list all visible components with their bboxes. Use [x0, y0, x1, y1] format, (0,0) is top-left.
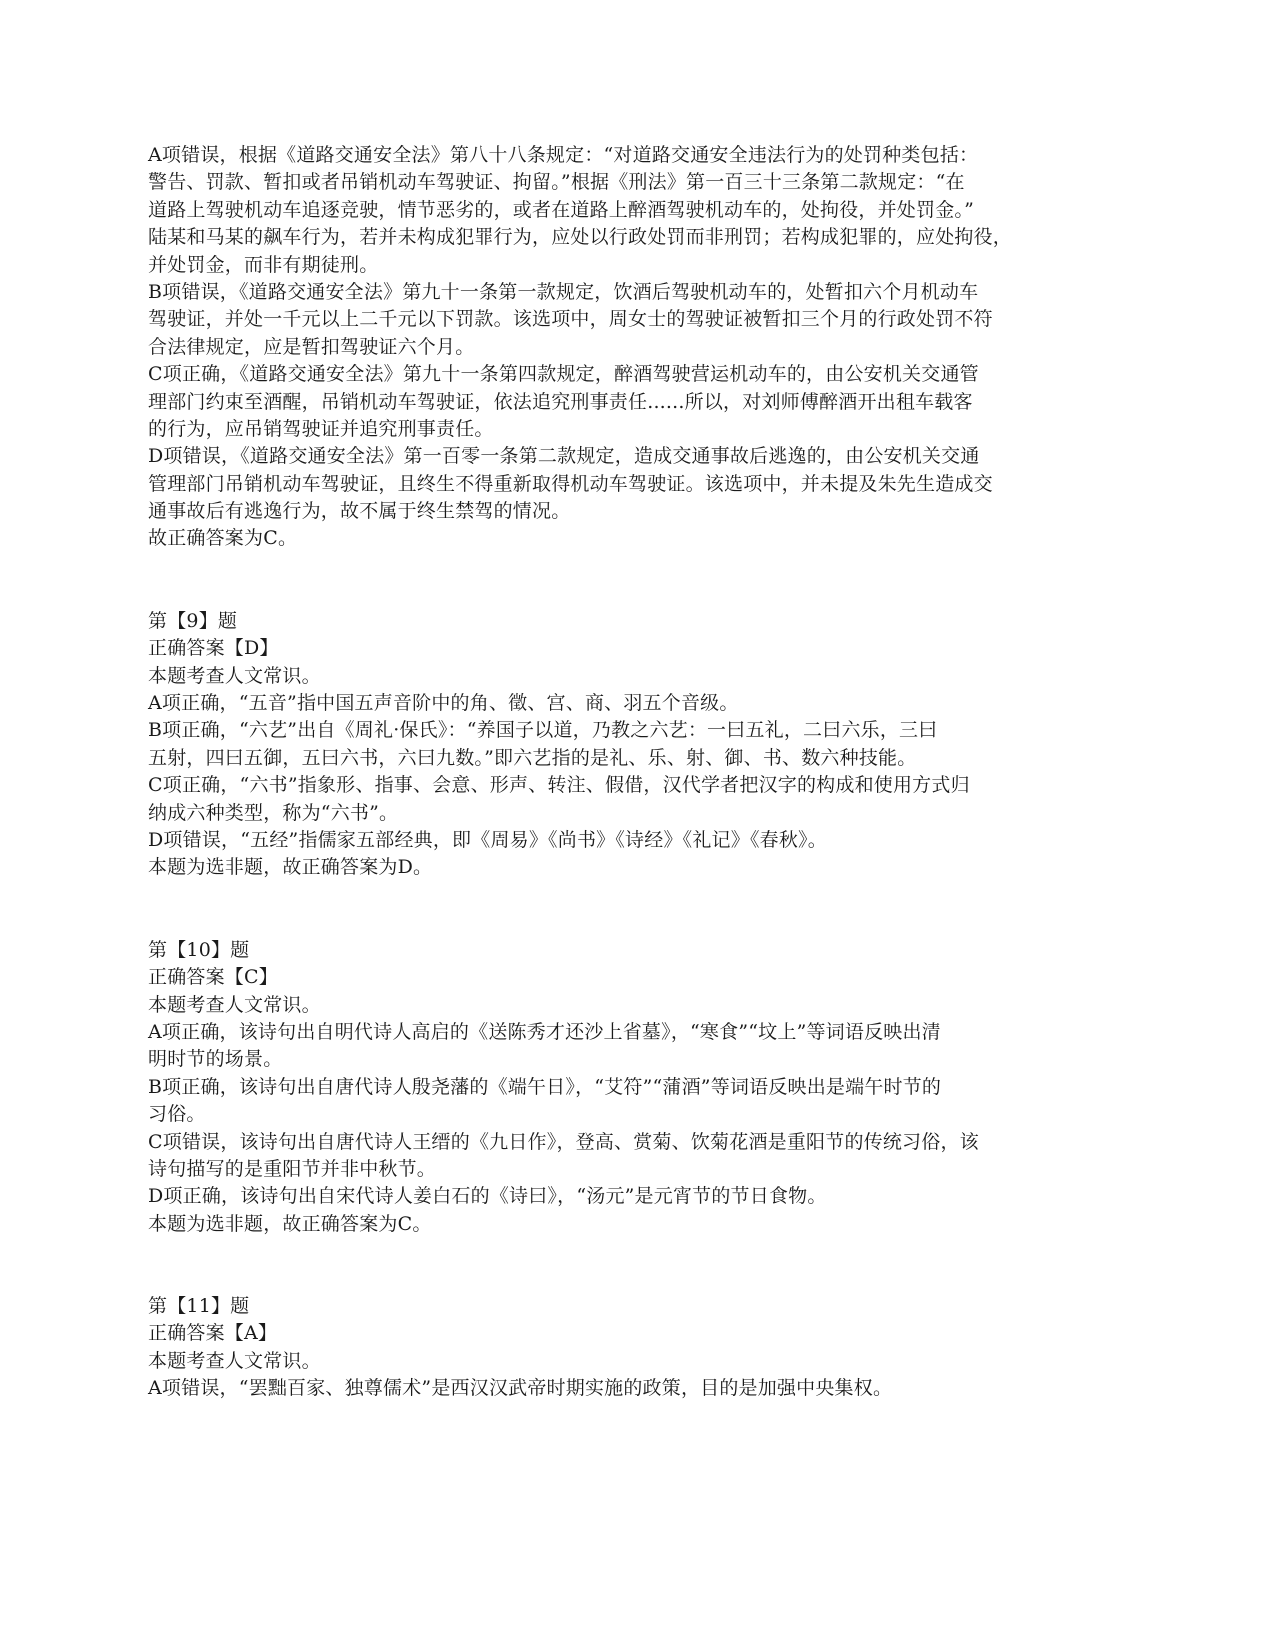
text-line: 管理部门吊销机动车驾驶证，且终生不得重新取得机动车驾驶证。该选项中，并未提及朱先生造成交: [148, 472, 993, 495]
section-gap: [148, 882, 1088, 937]
text-line: 诗句描写的是重阳节并非中秋节。: [148, 1157, 437, 1180]
text-line: 警告、罚款、暂扣或者吊销机动车驾驶证、拘留。”根据《刑法》第一百三十三条第二款规定：“在: [148, 171, 965, 194]
text-line: 五射，四曰五御，五曰六书，六曰九数。”即六艺指的是礼、乐、射、御、书、数六种技能。: [148, 746, 917, 769]
question-11: [148, 1293, 1088, 1403]
question-10: [148, 937, 1088, 1238]
correct-answer: 正确答案【C】: [148, 966, 278, 989]
text-line: A项正确，“五音”指中国五声音阶中的角、徵、宫、商、羽五个音级。: [148, 692, 739, 715]
question-title: 第【10】题: [148, 938, 250, 961]
text-line: 明时节的场景。: [148, 1048, 283, 1071]
question-title: 第【9】题: [148, 609, 238, 632]
text-line: A项错误，根据《道路交通安全法》第八十八条规定：“对道路交通安全违法行为的处罚种类包括：: [148, 144, 979, 166]
text-line: 本题考查人文常识。: [148, 993, 321, 1016]
correct-answer: 正确答案【D】: [148, 637, 279, 660]
text-line: 合法律规定，应是暂扣驾驶证六个月。: [148, 335, 475, 358]
text-line: D项错误，“五经”指儒家五部经典，即《周易》《尚书》《诗经》《礼记》《春秋》。: [148, 828, 827, 851]
question-9: [148, 608, 1088, 882]
conclusion-line: 本题为选非题，故正确答案为C。: [148, 1212, 432, 1235]
text-line: 驾驶证，并处一千元以上二千元以下罚款。该选项中，周女士的驾驶证被暂扣三个月的行政处罚不符: [148, 308, 993, 331]
conclusion-line: 故正确答案为C。: [148, 527, 298, 550]
section-gap: [148, 1238, 1088, 1293]
text-line: D项正确，该诗句出自宋代诗人姜白石的《诗曰》，“汤元”是元宵节的节日食物。: [148, 1185, 827, 1208]
question-title: 第【11】题: [148, 1295, 250, 1318]
text-line: 本题考查人文常识。: [148, 664, 321, 687]
text-line: 陆某和马某的飙车行为，若并未构成犯罪行为，应处以行政处罚而非刑罚；若构成犯罪的，应处拘役，: [148, 226, 1013, 249]
text-line: B项错误，《道路交通安全法》第九十一条第一款规定，饮酒后驾驶机动车的，处暂扣六个月机动车: [148, 280, 979, 303]
text-line: A项错误，“罢黜百家、独尊儒术”是西汉汉武帝时期实施的政策，目的是加强中央集权。: [148, 1377, 893, 1400]
text-line: 纳成六种类型，称为“六书”。: [148, 801, 399, 824]
text-line: D项错误，《道路交通安全法》第一百零一条第二款规定，造成交通事故后逃逸的，由公安机关交通: [148, 445, 980, 468]
text-line: 道路上驾驶机动车追逐竞驶，情节恶劣的，或者在道路上醉酒驾驶机动车的，处拘役，并处罚金。”: [148, 198, 975, 221]
text-line: 理部门约束至酒醒，吊销机动车驾驶证，依法追究刑事责任......所以，对刘师傅醉酒开出租车载客: [148, 390, 973, 413]
q8-explanation: [148, 142, 1088, 553]
document-content: [148, 142, 1088, 1403]
text-line: 习俗。: [148, 1103, 206, 1126]
text-line: B项正确，该诗句出自唐代诗人殷尧藩的《端午日》，“艾符”“蒲酒”等词语反映出是端午时节的: [148, 1075, 942, 1098]
text-line: C项正确，“六书”指象形、指事、会意、形声、转注、假借，汉代学者把汉字的构成和使用方式归: [148, 774, 970, 797]
text-line: 本题考查人文常识。: [148, 1349, 321, 1372]
text-line: 通事故后有逃逸行为，故不属于终生禁驾的情况。: [148, 500, 571, 523]
text-line: C项正确，《道路交通安全法》第九十一条第四款规定，醉酒驾驶营运机动车的，由公安机关交通管: [148, 363, 979, 386]
text-line: C项错误，该诗句出自唐代诗人王缙的《九日作》，登高、赏菊、饮菊花酒是重阳节的传统习俗，该: [148, 1130, 979, 1153]
text-line: B项正确，“六艺”出自《周礼·保氏》：“养国子以道，乃教之六艺：一曰五礼，二曰六乐，三曰: [148, 719, 938, 742]
section-gap: [148, 553, 1088, 608]
text-line: 的行为，应吊销驾驶证并追究刑事责任。: [148, 417, 494, 440]
conclusion-line: 本题为选非题，故正确答案为D。: [148, 856, 433, 879]
text-line: A项正确，该诗句出自明代诗人高启的《送陈秀才还沙上省墓》，“寒食”“坟上”等词语反映出清: [148, 1020, 941, 1043]
correct-answer: 正确答案【A】: [148, 1322, 278, 1345]
text-line: 并处罚金，而非有期徒刑。: [148, 253, 379, 276]
